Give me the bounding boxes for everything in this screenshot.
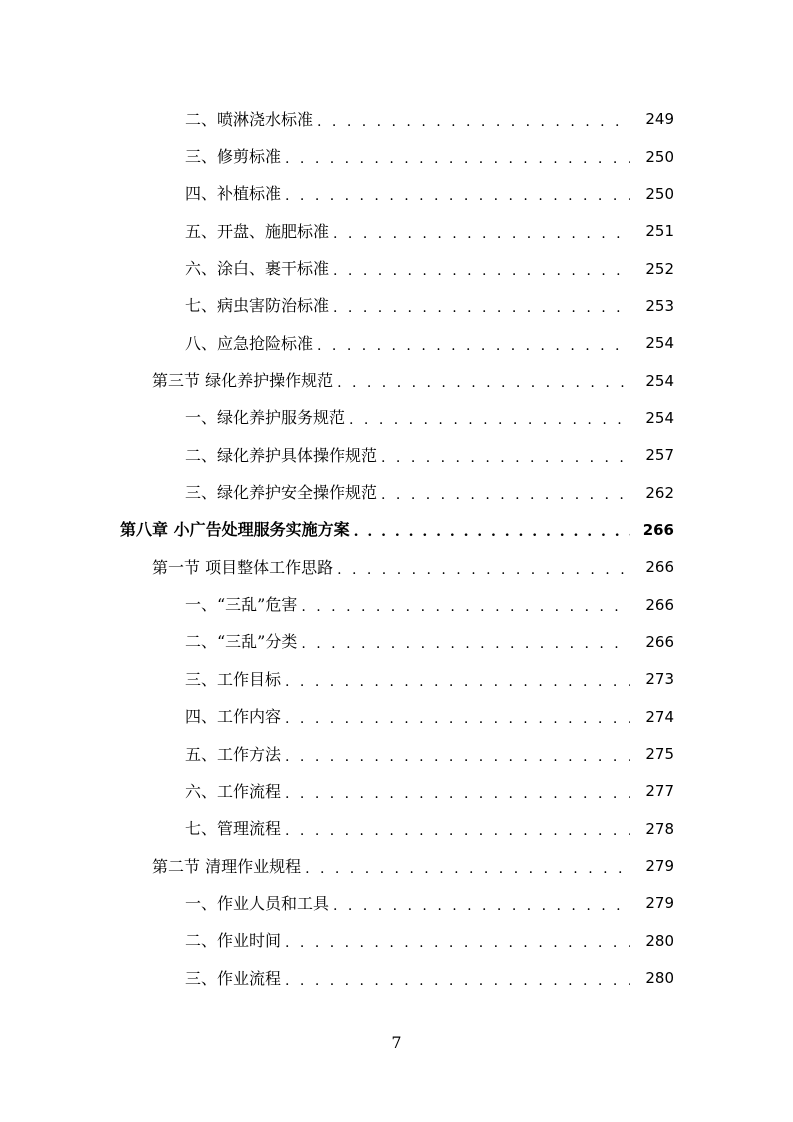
toc-entry-title: 六、工作流程 — [185, 781, 282, 801]
toc-entry-page: 279 — [645, 857, 674, 876]
toc-item-entry[interactable] — [0, 250, 793, 287]
toc-section-entry[interactable] — [0, 848, 793, 885]
toc-item-entry[interactable] — [0, 586, 793, 623]
toc-entry-page: 266 — [645, 558, 674, 577]
toc-entry-title: 七、病虫害防治标准 — [185, 296, 330, 316]
toc-dot-leader — [337, 376, 630, 390]
toc-item-entry[interactable] — [0, 213, 793, 250]
toc-entry-page: 251 — [645, 222, 674, 241]
toc-entry-title: 二、绿化养护具体操作规范 — [185, 445, 378, 465]
toc-item-entry[interactable] — [0, 736, 793, 773]
toc-dot-leader — [317, 339, 630, 353]
toc-entry-page: 252 — [645, 259, 674, 278]
toc-dot-leader — [317, 115, 630, 129]
toc-entry-title: 七、管理流程 — [185, 819, 282, 839]
toc-entry-page: 278 — [645, 819, 674, 838]
toc-item-entry[interactable] — [0, 474, 793, 511]
page-number: 7 — [391, 1033, 402, 1052]
toc-section-entry[interactable] — [0, 362, 793, 399]
toc-entry-title: 第二节 清理作业规程 — [152, 856, 302, 876]
toc-dot-leader — [333, 264, 630, 278]
toc-item-entry[interactable] — [0, 101, 793, 138]
toc-dot-leader — [285, 974, 630, 988]
toc-item-entry[interactable] — [0, 437, 793, 474]
toc-item-entry[interactable] — [0, 773, 793, 810]
toc-item-entry[interactable] — [0, 661, 793, 698]
toc-item-entry[interactable] — [0, 624, 793, 661]
toc-entry-page: 279 — [645, 894, 674, 913]
toc-item-entry[interactable] — [0, 138, 793, 175]
toc-item-entry[interactable] — [0, 811, 793, 848]
toc-entry-page: 253 — [645, 296, 674, 315]
toc-entry-title: 二、作业时间 — [185, 931, 282, 951]
toc-entry-title: 二、喷淋浇水标准 — [185, 109, 314, 129]
toc-dot-leader — [301, 600, 630, 614]
toc-dot-leader — [285, 712, 630, 726]
toc-item-entry[interactable] — [0, 923, 793, 960]
toc-entry-title: 第一节 项目整体工作思路 — [152, 557, 334, 577]
toc-entry-title: 第三节 绿化养护操作规范 — [152, 371, 334, 391]
toc-dot-leader — [337, 563, 630, 577]
toc-entry-page: 254 — [645, 334, 674, 353]
toc-item-entry[interactable] — [0, 288, 793, 325]
toc-entry-page: 257 — [645, 446, 674, 465]
toc-entry-page: 274 — [645, 707, 674, 726]
toc-entry-page: 254 — [645, 371, 674, 390]
toc-dot-leader — [381, 488, 630, 502]
toc-dot-leader — [301, 637, 630, 651]
toc-item-entry[interactable] — [0, 176, 793, 213]
toc-entry-page: 280 — [645, 931, 674, 950]
toc-entry-title: 二、“三乱”分类 — [185, 632, 298, 652]
toc-item-entry[interactable] — [0, 400, 793, 437]
toc-dot-leader — [333, 899, 630, 913]
toc-entry-title: 四、补植标准 — [185, 184, 282, 204]
toc-dot-leader — [285, 675, 630, 689]
toc-entry-page: 250 — [645, 184, 674, 203]
toc-entry-page: 266 — [642, 520, 674, 539]
toc-entry-title: 一、“三乱”危害 — [185, 595, 298, 615]
table-of-contents — [0, 101, 793, 997]
toc-section-entry[interactable] — [0, 549, 793, 586]
toc-chapter-entry[interactable] — [0, 512, 793, 549]
toc-entry-title: 三、工作目标 — [185, 669, 282, 689]
toc-entry-title: 五、工作方法 — [185, 744, 282, 764]
toc-dot-leader — [354, 525, 630, 539]
toc-item-entry[interactable] — [0, 960, 793, 997]
toc-entry-title: 六、涂白、裹干标准 — [185, 259, 330, 279]
toc-item-entry[interactable] — [0, 699, 793, 736]
toc-dot-leader — [333, 227, 630, 241]
toc-entry-title: 五、开盘、施肥标准 — [185, 221, 330, 241]
toc-entry-title: 三、修剪标准 — [185, 147, 282, 167]
toc-entry-page: 277 — [645, 782, 674, 801]
toc-dot-leader — [349, 413, 630, 427]
toc-entry-page: 262 — [645, 483, 674, 502]
toc-entry-page: 254 — [645, 408, 674, 427]
toc-entry-page: 250 — [645, 147, 674, 166]
toc-dot-leader — [285, 936, 630, 950]
toc-entry-title: 一、作业人员和工具 — [185, 893, 330, 913]
toc-item-entry[interactable] — [0, 325, 793, 362]
toc-entry-title: 四、工作内容 — [185, 707, 282, 727]
toc-entry-page: 280 — [645, 969, 674, 988]
toc-entry-page: 266 — [645, 632, 674, 651]
toc-dot-leader — [333, 301, 630, 315]
toc-entry-title: 一、绿化养护服务规范 — [185, 408, 346, 428]
toc-item-entry[interactable] — [0, 885, 793, 922]
toc-dot-leader — [305, 862, 630, 876]
toc-dot-leader — [285, 824, 630, 838]
toc-dot-leader — [285, 189, 630, 203]
toc-entry-page: 275 — [645, 745, 674, 764]
toc-entry-page: 273 — [645, 670, 674, 689]
toc-entry-page: 249 — [645, 110, 674, 129]
toc-dot-leader — [285, 152, 630, 166]
toc-dot-leader — [381, 451, 630, 465]
toc-entry-page: 266 — [645, 595, 674, 614]
toc-dot-leader — [285, 787, 630, 801]
toc-entry-title: 三、作业流程 — [185, 968, 282, 988]
toc-dot-leader — [285, 750, 630, 764]
toc-entry-title: 三、绿化养护安全操作规范 — [185, 483, 378, 503]
toc-entry-title: 八、应急抢险标准 — [185, 333, 314, 353]
toc-entry-title: 第八章 小广告处理服务实施方案 — [120, 520, 350, 540]
